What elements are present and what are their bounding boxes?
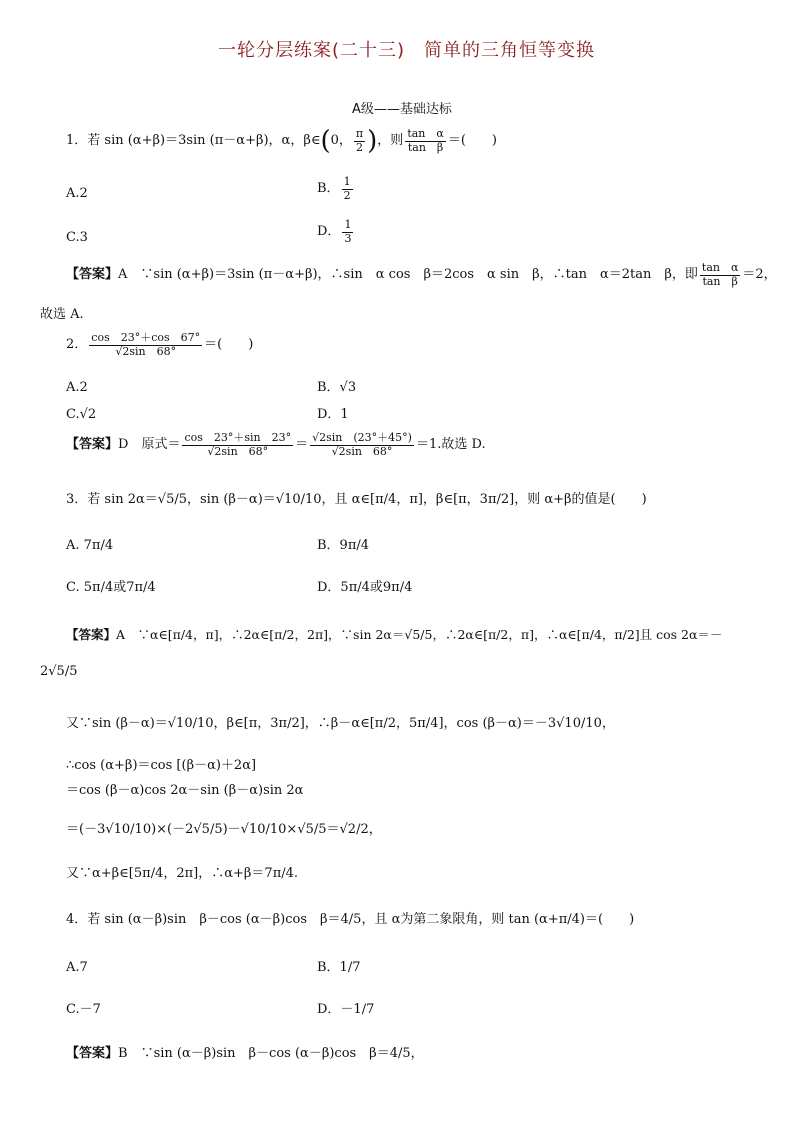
q3-option-d: D．5π/4或9π/4 bbox=[317, 580, 413, 595]
q3-option-a: A. 7π/4 bbox=[66, 538, 114, 553]
level-heading: A级——基础达标 bbox=[352, 102, 452, 117]
q3-answer-line4: ＝cos (β－α)cos 2α－sin (β－α)sin 2α bbox=[66, 783, 304, 798]
q4-answer: 【答案】B ∵sin (α－β)sin β－cos (α－β)cos β＝4/5， bbox=[66, 1046, 424, 1061]
q1-frac: $\frac{\text{tan α}}{\text{tan β}}$ bbox=[407, 127, 444, 154]
q1-range-frac: $\frac{\pi}{2}$ bbox=[355, 127, 364, 154]
q3-answer: 【答案】A ∵α∈[π/4，π]，∴2α∈[π/2，2π]，∵sin 2α＝√5/5，∴2α∈[π/2，π]，∴α∈[π/4，π/2]且 cos 2α＝－ bbox=[66, 627, 723, 642]
q4-option-d: D．－1/7 bbox=[317, 1002, 375, 1017]
q1-suffix: ＝( ) bbox=[447, 133, 497, 149]
q2-answer: 【答案】 D 原式＝ $\frac{\cos 23^\circ+\sin 23^\circ}{√2\sin 68^\circ}$ ＝ $\frac{√2\sin (23^\circ+45^\circ)}{√2\sin 68^\circ}$ ＝1.故选 D. bbox=[66, 431, 486, 458]
q1-range-start: 0， bbox=[330, 133, 352, 149]
q2-option-b: B．√3 bbox=[317, 380, 357, 395]
q1-option-d: D． $\frac{1}{3}$ bbox=[317, 218, 352, 245]
q3-option-b: B．9π/4 bbox=[317, 538, 370, 553]
q2-option-c: C.√2 bbox=[66, 407, 97, 422]
q4-option-c: C.－7 bbox=[66, 1002, 101, 1017]
q3-option-c: C. 5π/4或7π/4 bbox=[66, 580, 156, 595]
q1-option-a: A.2 bbox=[66, 186, 88, 201]
question-2: 2． $\frac{\cos 23^\circ+\cos 67^\circ}{√2\sin 68^\circ}$ ＝( ) bbox=[66, 331, 254, 358]
q1-answer: 【答案】 A ∵sin (α+β)＝3sin (π－α+β)，∴sin α cos β＝2cos α sin β，∴tan α＝2tan β，即 $\frac{\text{tan α}}{\text{tan β}}$ ＝2， bbox=[66, 261, 777, 288]
q2-option-d: D．1 bbox=[317, 407, 349, 422]
question-3: 3．若 sin 2α＝√5/5，sin (β－α)＝√10/10，且 α∈[π/4，π]，β∈[π，3π/2]，则 α+β的值是( ) bbox=[66, 492, 647, 507]
q1-stem: 1．若 sin (α+β)＝3sin (π－α+β)，α，β∈ bbox=[66, 133, 321, 149]
q1-option-c: C.3 bbox=[66, 230, 88, 245]
q3-answer-line5: ＝(－3√10/10)×(－2√5/5)－√10/10×√5/5＝√2/2， bbox=[66, 822, 382, 837]
q3-answer-cont: 2√5/5 bbox=[40, 664, 78, 679]
q3-answer-line6: 又∵α+β∈[5π/4，2π]，∴α+β＝7π/4. bbox=[66, 866, 299, 881]
q1-option-b: B． $\frac{1}{2}$ bbox=[317, 175, 351, 202]
q1-mid: ，则 bbox=[377, 133, 404, 149]
question-4: 4．若 sin (α－β)sin β－cos (α－β)cos β＝4/5，且 α为第二象限角，则 tan (α+π/4)＝( ) bbox=[66, 912, 635, 927]
q2-option-a: A.2 bbox=[66, 380, 88, 395]
q4-option-b: B．1/7 bbox=[317, 960, 361, 975]
q3-answer-line3: ∴cos (α+β)＝cos [(β－α)＋2α] bbox=[66, 758, 257, 773]
q3-answer-line2: 又∵sin (β－α)＝√10/10，β∈[π，3π/2]，∴β－α∈[π/2，5π/4]，cos (β－α)＝－3√10/10， bbox=[66, 716, 615, 731]
page-title: 一轮分层练案(二十三) 简单的三角恒等变换 bbox=[218, 40, 596, 61]
question-1: 1．若 sin (α+β)＝3sin (π－α+β)，α，β∈ ( 0， $\frac{\pi}{2}$ ) ，则 $\frac{\text{tan α}}{\text{tan β}}$ ＝( ) bbox=[66, 126, 497, 157]
q4-option-a: A.7 bbox=[66, 960, 88, 975]
answer-tag: 【答案】 bbox=[66, 267, 119, 283]
q1-answer-line2: 故选 A. bbox=[40, 307, 84, 322]
